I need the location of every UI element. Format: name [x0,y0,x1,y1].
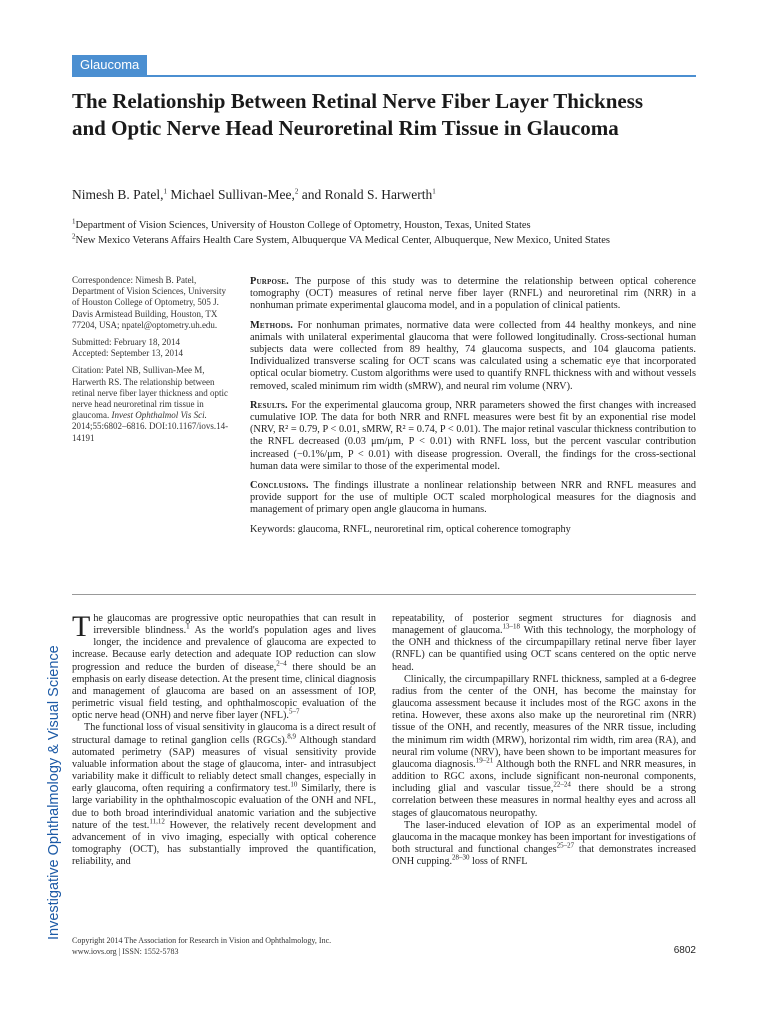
citation-mark: 19–21 [475,756,494,765]
citation-mark: 5–7 [288,707,300,716]
body-text: he glaucomas are progressive optic neuropathies that can result in irreversible blindness. [93,613,376,637]
journal-spine [36,610,62,940]
body-paragraph [72,610,377,722]
citation-mark: 2–4 [276,659,287,668]
body-text: loss of RNFL [469,856,528,868]
body-paragraph [392,613,696,674]
abstract-text: The findings illustrate a nonlinear relationship between NRR and RNFL measures and provide support for the use of multiple OCT scaled morphological measures for the diagnosis and management of primary open angle glaucoma in humans. [250,480,696,516]
abstract [250,276,696,543]
affiliations [72,218,610,248]
abstract-label: Results. [250,399,288,411]
author-affiliation-mark: 2 [294,187,299,196]
body-text: repeatability, of posterior segment structures for diagnosis and management of glaucoma. [392,613,696,637]
author-affiliation-mark: 1 [432,187,436,196]
body-text: As the world's population ages and lives longer, the incidence and prevalence of glaucoma are expected to increase. Because early detection and adequate IOP reduction can slow progression and reduce the burden of disease, [72,625,376,673]
abstract-text: For nonhuman primates, normative data were collected from 44 healthy monkeys, and nine animals with unilateral experimental glaucoma that were followed longitudinally. Cross-sectional human subjects data were collected from 89 healthy, 74 glaucoma suspects, and 104 glaucoma patients. Individualized transverse scaling for OCT scans was calculated using a schematic eye that incorporated optical ocular biometry. Custom algorithms were used to quantify RNFL thickness with and without vessels removed, scaled minimum rim width (sMRW), and neural rim volume (NRV). [250,319,696,392]
author-list [72,187,436,203]
body-text: The laser-induced elevation of IOP as an experimental model of glaucoma in the macaque monkey has been important for investigations of both structural and functional changes [392,819,696,855]
body-text: Clinically, the circumpapillary RNFL thickness, sampled at a 6-degree radius from the center of the ONH, has become the mainstay for glaucoma assessment because it includes most of the RGC axons in the retina. However, these axons also make up the neuroretinal rim (NRR) tissue of the ONH, and recently, measures of the NRR tissue, including the minimum rim width (MRW), horizontal rim width, rim area (RA), and neural rim volume (NRV), have been shown to be important measures for glaucoma diagnosis. [392,673,696,770]
citation-mark: 25–27 [556,841,575,850]
body-text: there should be an emphasis on early disease detection. At the present time, clinical diagnosis and management of glaucoma are based on an assessment of IOP, perimetric visual field testing, and ophthalmoscopic evaluation of the optic nerve head (ONH) and nerve fiber layer (NFL). [72,661,377,722]
abstract-results [250,400,696,473]
correspondence: Correspondence: Nimesh B. Patel, Department of Vision Sciences, University of Houston College of Optometry, 505 J. Davis Armistead Building, Houston, TX 77204, USA; npatel@optometry.uh.edu. [72,275,227,330]
body-paragraph [392,820,696,869]
article-info-sidebar [72,275,232,450]
section-tag: Glaucoma [72,55,147,75]
citation-mark: 13–18 [502,622,521,631]
affiliation-mark: 1 [72,217,76,226]
citation-text: Citation: Patel NB, Sullivan-Mee M, Harwerth RS. The relationship between retinal nerve fiber layer thickness and optic nerve head neuroretinal rim tissue in glaucoma. [72,365,228,421]
citation-mark: 1 [186,622,190,631]
abstract-methods [250,320,696,393]
citation [72,365,232,443]
citation-ref: 2014;55:6802–6816. DOI:10.1167/iovs.14-14191 [72,421,229,443]
affiliation-text: Department of Vision Sciences, University of Houston College of Optometry, Houston, Texas, United States [75,220,531,231]
submission-dates [72,337,232,359]
article-title: The Relationship Between Retinal Nerve Fiber Layer Thickness and Optic Nerve Head Neuroretinal Rim Tissue in Glaucoma [72,89,644,140]
citation-mark: 28–30 [452,853,470,862]
affiliation [72,233,610,248]
citation-mark: 10 [290,780,298,789]
body-text: Similarly, there is large variability in the ophthalmoscopic evaluation of the ONH and NFL, due to both broad interindividual anatomic variation and the subjective nature of the test. [72,783,376,831]
keywords: Keywords: glaucoma, RNFL, neuroretinal rim, optical coherence tomography [250,523,571,535]
affiliation-text: New Mexico Veterans Affairs Health Care System, Albuquerque VA Medical Center, Albuquerque, New Mexico, United States [75,235,610,246]
citation-journal: Invest Ophthalmol Vis Sci. [111,410,207,421]
abstract-label: Conclusions. [250,480,309,492]
abstract-label: Purpose. [250,276,289,287]
copyright-line: Copyright 2014 The Association for Research in Vision and Ophthalmology, Inc. [72,936,332,945]
body-text: The functional loss of visual sensitivity in glaucoma is a direct result of structural damage to retinal ganglion cells (RGCs). [72,722,376,746]
top-rule [72,75,696,77]
author-affiliation-mark: 1 [163,187,167,196]
body-text: With this technology, the morphology of the ONH and thickness of the circumpapillary retinal nerve fiber layer (RNFL) can be quantified using OCT scans centered on the optic nerve head. [392,625,696,673]
citation-mark: 22–24 [553,780,571,789]
abstract-text: For the experimental glaucoma group, NRR parameters showed the first changes with increased cumulative IOP. The data for both NRR and RNFL measures were best fit by an exponential rise model (NRV, R² = 0.79, P < 0.01, sMRW, R² = 0.74, P < 0.01). The major retinal vascular thickness contribution to the RNFL decreased (0.03 μm/μm, P < 0.01) with RNFL loss, but the percent vascular contribution increased (−0.1%/μm, P < 0.01) with disease progression. Overall, the findings for the cross-sectional human data were similar to those of the experimental model. [250,399,696,472]
body-paragraph [72,722,376,868]
author-name: and Ronald S. Harwerth [298,187,433,202]
journal-name: Investigative Ophthalmology & Visual Science [46,645,62,940]
abstract-label: Methods. [250,319,294,331]
author-name: Michael Sullivan-Mee, [167,187,295,202]
citation-mark: 11,12 [149,817,165,826]
body-text: However, the relatively recent development and advancement of in vivo imaging, especially with optical coherence tomography (OCT), has substantially improved the quantification, reliability, and [72,819,376,868]
citation-mark: 8,9 [287,732,297,741]
page-number: 6802 [673,945,696,956]
author-name: Nimesh B. Patel, [72,187,164,202]
issn-line: www.iovs.org | ISSN: 1552-5783 [72,947,179,956]
body-column-right [392,613,696,868]
footer [72,935,331,957]
drop-cap: T [72,610,91,643]
affiliation-mark: 2 [72,232,76,241]
affiliation [72,218,610,233]
body-text: there should be a strong correlation between these measures in normal healthy eyes and across all stages of glaucomatous neuropathy. [392,783,696,819]
abstract-purpose [250,276,696,313]
abstract-text: The purpose of this study was to determine the relationship between optical coherence tomography (OCT) measures of retinal nerve fiber layer (RNFL) and neuroretinal rim (NRR) in a nonhuman primate experimental glaucoma model, and in a population of clinical patients. [250,276,697,312]
submitted-date: Submitted: February 18, 2014 [72,337,180,348]
abstract-conclusions [250,480,696,517]
section-divider [72,594,696,595]
body-paragraph [392,674,696,820]
accepted-date: Accepted: September 13, 2014 [72,348,183,359]
body-text: that demonstrates increased ONH cupping. [392,843,696,868]
body-text: Although both the RNFL and NRR measures, in addition to RGC axons, include significant non-neuronal components, including glial and vascular tissue, [392,758,696,795]
body-text: Although standard automated perimetry (SAP) measures of visual sensitivity provide valuable information about the stage of glaucoma, inter- and intrasubject variability make it difficult to reliably detect small changes, especially in early glaucoma, often requiring a confirmatory test. [72,734,376,795]
body-column-left [72,610,377,868]
